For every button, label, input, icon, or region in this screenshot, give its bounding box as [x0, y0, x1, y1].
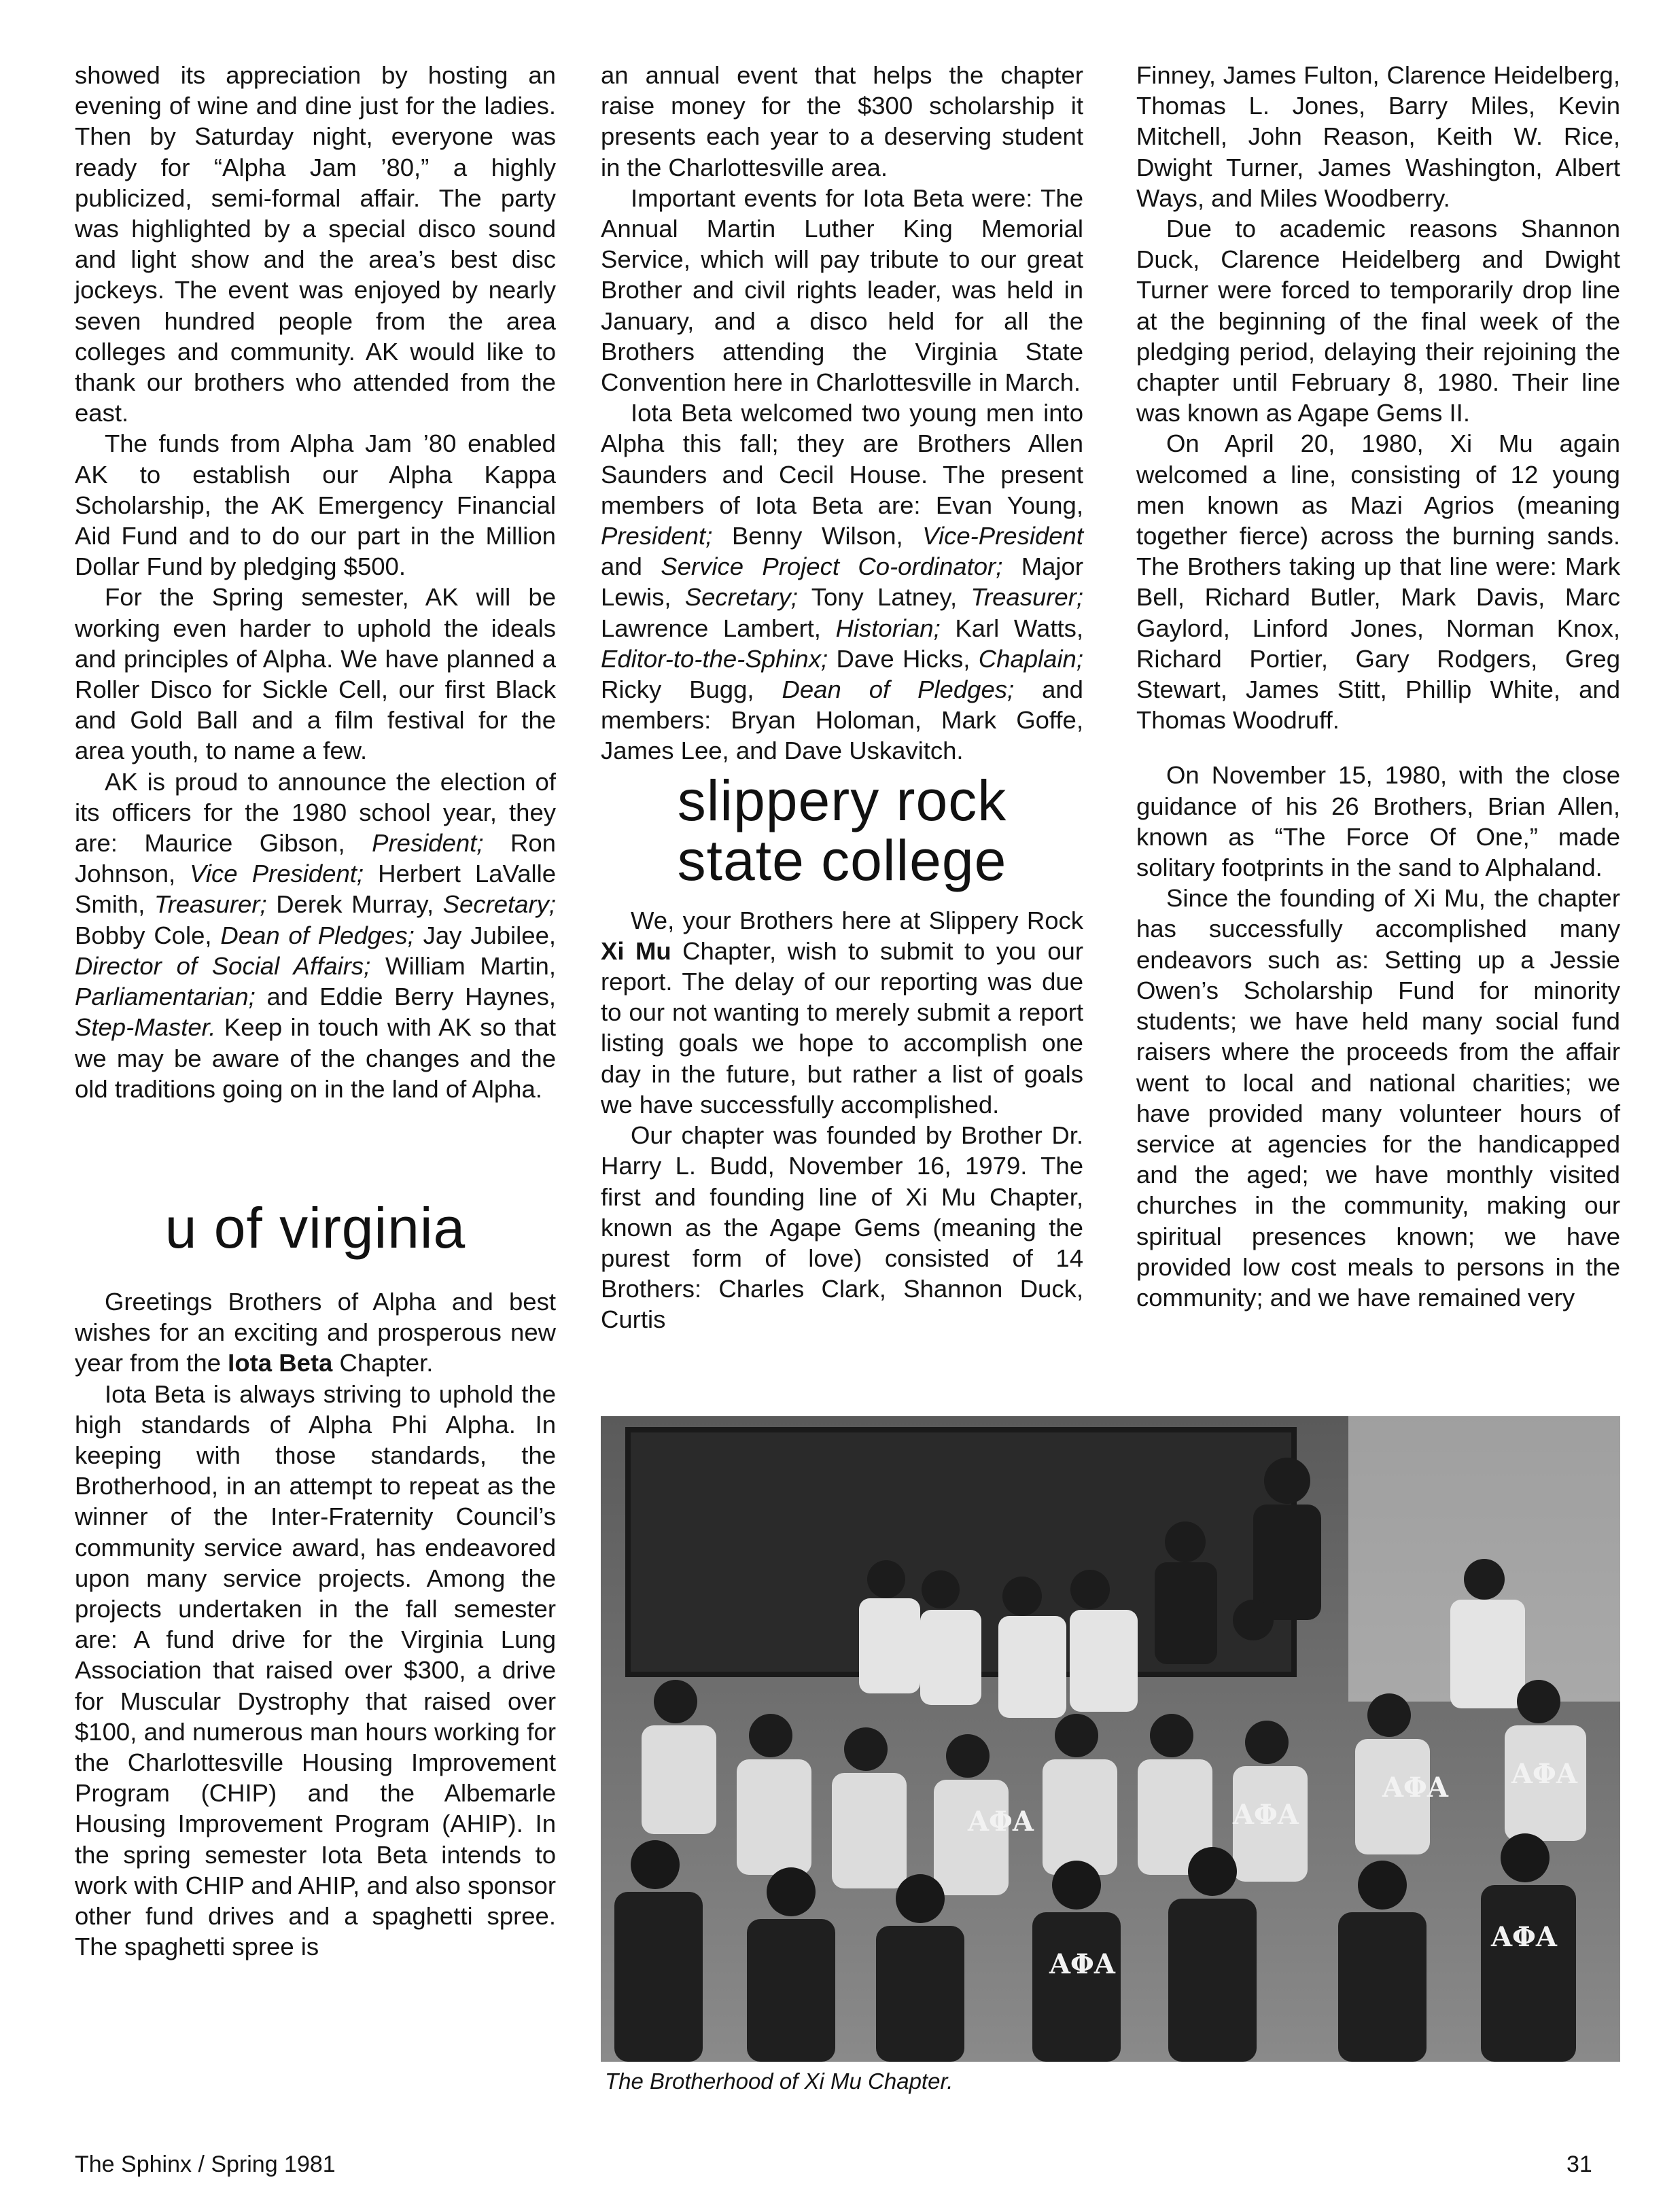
section-heading-u-of-virginia: u of virginia [164, 1195, 466, 1260]
article-paragraph: showed its appreciation by hosting an evening of wine and dine just for the ladies. Then by Saturday night, everyone was ready for “Alpha Jam ’80,” a highly publicized, semi-formal affair. The party was highlighted by a special disco sound and light show and the area’s best disc jockeys. The event was enjoyed by nearly seven hundred people from the area colleges and community. AK would like to thank our brothers who attended from the east. [75, 61, 556, 427]
photo-caption: The Brotherhood of Xi Mu Chapter. [605, 2069, 953, 2094]
column-left [75, 60, 556, 1962]
svg-text:ΑΦΑ: ΑΦΑ [968, 1806, 1034, 1837]
article-paragraph: On November 15, 1980, with the close guidance of his 26 Brothers, Brian Allen, known as “The Force Of One,” made solitary footprints in the sand to Alphaland. [1136, 761, 1620, 882]
svg-text:ΑΦΑ: ΑΦΑ [1233, 1799, 1299, 1831]
article-paragraph: For the Spring semester, AK will be working even harder to uphold the ideals and principles of Alpha. We have planned a Roller Disco for Sickle Cell, our first Black and Gold Ball and a film festival for the area youth, to name a few. [75, 583, 556, 765]
section-heading-slippery-rock: slippery rock state college [677, 768, 1007, 892]
article-paragraph: Our chapter was founded by Brother Dr. Harry L. Budd, November 16, 1979. The first and founding line of Xi Mu Chapter, known as the Agape Gems (meaning the purest form of love) consisted of 14 Brothers: Charles Clark, Shannon Duck, Curtis [601, 1121, 1083, 1334]
article-paragraph: Due to academic reasons Shannon Duck, Clarence Heidelberg and Dwight Turner were forced to temporarily drop line at the beginning of the final week of the pledging period, delaying their rejoining the chapter until February 8, 1980. Their line was known as Agape Gems II. [1136, 215, 1620, 427]
page-number: 31 [1567, 2151, 1592, 2177]
group-photo [601, 1416, 1620, 2062]
article-paragraph: Important events for Iota Beta were: The Annual Martin Luther King Memorial Service, which will pay tribute to our great Brother and civil rights leader, was held in January, and a disco held for all the Brothers attending the Virginia State Convention here in Charlottesville in March. [601, 183, 1083, 397]
svg-text:ΑΦΑ: ΑΦΑ [1511, 1758, 1577, 1790]
article-paragraph: Finney, James Fulton, Clarence Heidelberg, Thomas L. Jones, Barry Miles, Kevin Mitchell, John Reason, Keith W. Rice, Dwight Turner, James Washington, Albert Ways, and Miles Woodberry. [1136, 61, 1620, 212]
column-middle [601, 60, 1083, 1335]
article-paragraph: Iota Beta is always striving to uphold the high standards of Alpha Phi Alpha. In keeping with those standards, the Brotherhood, in an attempt to repeat as the winner of the Inter-Fraternity Council’s community service award, has endeavored upon many service projects. Among the projects undertaken in the fall semester are: A fund drive for the Virginia Lung Association that raised over $300, a drive for Muscular Dystrophy that raised over $100, and numerous man hours working for the Charlottesville Housing Improvement Program (CHIP) and the Albemarle Housing Improvement Program (AHIP). In the spring semester Iota Beta intends to work with CHIP and AHIP, and also sponsor other fund drives and a spaghetti spree. The spaghetti spree is [75, 1379, 556, 1961]
svg-text:ΑΦΑ: ΑΦΑ [1382, 1772, 1448, 1804]
column-right [1136, 60, 1620, 1313]
article-paragraph: On April 20, 1980, Xi Mu again welcomed a line, consisting of 12 young men known as Mazi Agrios (meaning together fierce) across the burning sands. The Brothers taking up that line were: Mark Bell, Richard Butler, Mark Davis, Marc Gaylord, Linford Jones, Norman Knox, Richard Portier, Gary Rodgers, Greg Stewart, James Stitt, Phillip White, and Thomas Woodruff. [1136, 429, 1620, 735]
article-paragraph: We, your Brothers here at Slippery Rock Xi Mu Chapter, wish to submit to you our report. The delay of our reporting was due to our not wanting to merely submit a report listing goals we hope to accomplish one day in the future, but rather a list of goals we have successfully accomplished. [601, 906, 1083, 1119]
group-photo-illustration [601, 1416, 1620, 2062]
article-paragraph: Greetings Brothers of Alpha and best wishes for an exciting and prosperous new year from the Iota Beta Chapter. [75, 1287, 556, 1377]
svg-text:ΑΦΑ: ΑΦΑ [1049, 1948, 1115, 1980]
svg-text:ΑΦΑ: ΑΦΑ [1491, 1921, 1557, 1953]
article-paragraph: an annual event that helps the chapter raise money for the $300 scholarship it presents each year to a deserving student in the Charlottesville area. [601, 61, 1083, 181]
publication-footer: The Sphinx / Spring 1981 [75, 2151, 336, 2177]
members-paragraph: Iota Beta welcomed two young men into Alpha this fall; they are Brothers Allen Saunders and Cecil House. The present members of Iota Beta are: Evan Young, President; Benny Wilson, Vice-President and Service Project Co-ordinator; Major Lewis, Secretary; Tony Latney, Treasurer; Lawrence Lambert, Historian; Karl Watts, Editor-to-the-Sphinx; Dave Hicks, Chaplain; Ricky Bugg, Dean of Pledges; and members: Bryan Holoman, Mark Goffe, James Lee, and Dave Uskavitch. [601, 399, 1083, 765]
article-paragraph: The funds from Alpha Jam ’80 enabled AK to establish our Alpha Kappa Scholarship, the AK Emergency Financial Aid Fund and to do our part in the Million Dollar Fund by pledging $500. [75, 429, 556, 581]
officers-paragraph: AK is proud to announce the election of its officers for the 1980 school year, they are: Maurice Gibson, President; Ron Johnson, Vice President; Herbert LaValle Smith, Treasurer; Derek Murray, Secretary; Bobby Cole, Dean of Pledges; Jay Jubilee, Director of Social Affairs; William Martin, Parliamentarian; and Eddie Berry Haynes, Step-Master. Keep in touch with AK so that we may be aware of the changes and the old traditions going on in the land of Alpha. [75, 767, 557, 1103]
article-paragraph: Since the founding of Xi Mu, the chapter has successfully accomplished many endeavors such as: Setting up a Jessie Owen’s Scholarship Fund for minority students; we have held many social fund raisers where the proceeds from the affair went to local and national charities; we have provided many volunteer hours of service at agencies for the handicapped and the aged; we have monthly visited churches in the community, making our spiritual presences known; we have provided low cost meals to persons in the community; and we have remained very [1136, 884, 1620, 1312]
